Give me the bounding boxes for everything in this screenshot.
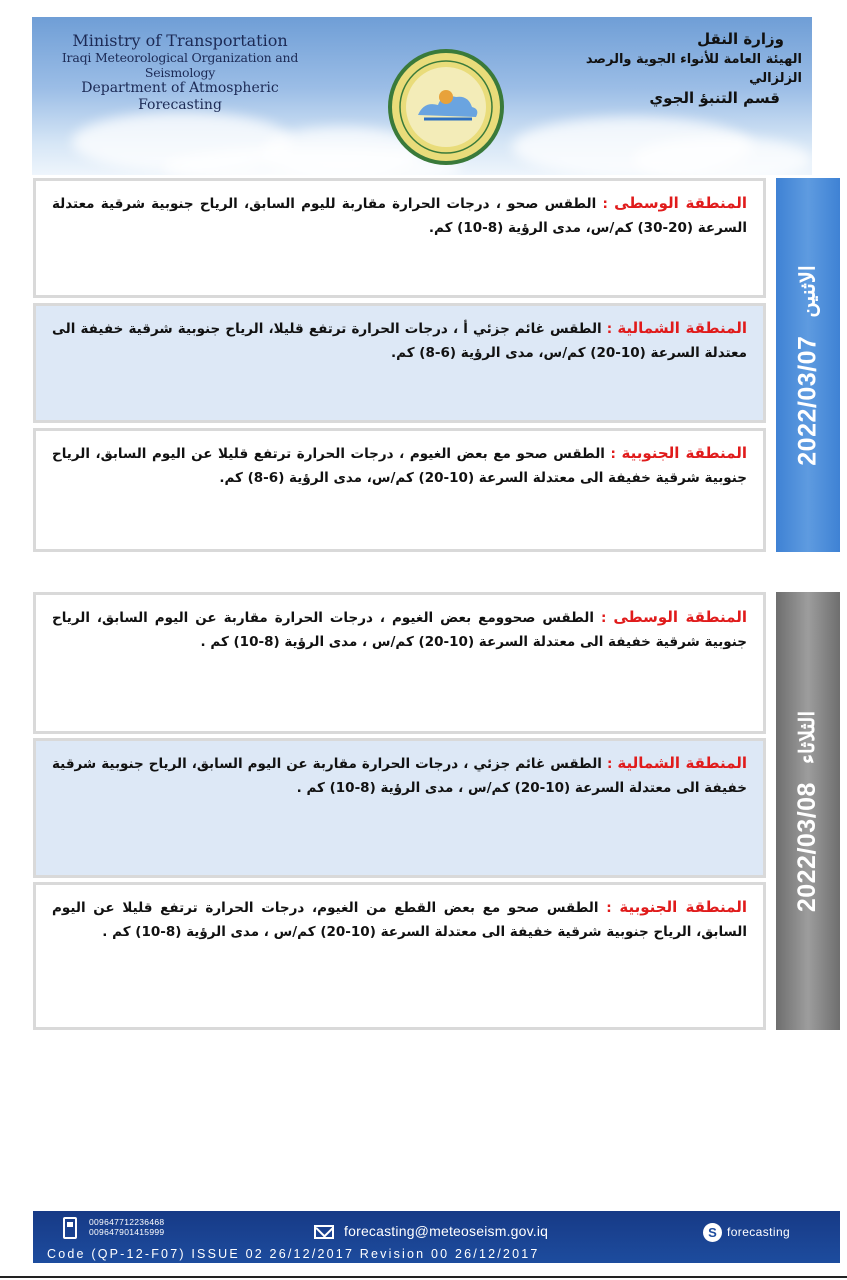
region-south-day2: المنطقة الجنوبية : الطقس صحو مع بعض القطع من الغيوم، درجات الحرارة ترتفع قليلا عن اليوم السابق، الرياح جنوبية شرقية خفيفة الى معتدلة السرعة (10-20) كم/س ، مدى الرؤية (8-10) كم .	[33, 882, 766, 1030]
phone-numbers	[89, 1218, 164, 1238]
phone-icon	[63, 1217, 77, 1239]
skype-icon: S	[703, 1223, 722, 1242]
organization-name-ar: الهيئة العامة للأنواء الجوية والرصد الزلزالي	[585, 51, 802, 86]
region-forecast-text: الطقس صحو ، درجات الحرارة مقاربة لليوم السابق، الرياح جنوبية شرقية معتدلة السرعة (20-30) كم/س، مدى الرؤية (8-10) كم.	[52, 196, 747, 236]
region-central-day1: المنطقة الوسطى : الطقس صحو ، درجات الحرارة مقاربة لليوم السابق، الرياح جنوبية شرقية معتدلة السرعة (20-30) كم/س، مدى الرؤية (8-10) كم.	[33, 178, 766, 298]
forecast-weekday: الاثنين	[796, 264, 820, 318]
region-north-day1: المنطقة الشمالية : الطقس غائم جزئي أ ، درجات الحرارة ترتفع قليلا، الرياح جنوبية شرقية خفيفة الى معتدلة السرعة (10-20) كم/س، مدى الرؤية (6-8) كم.	[33, 303, 766, 423]
forecast-date: 2022/03/08	[793, 781, 822, 912]
region-north-day2: المنطقة الشمالية : الطقس غائم جزئي ، درجات الحرارة مقاربة عن اليوم السابق، الرياح جنوبية شرقية خفيفة الى معتدلة السرعة (10-20) كم/س ، مدى الرؤية (8-10) كم .	[33, 738, 766, 878]
date-tab-day2	[776, 592, 840, 1030]
skype-handle[interactable]: forecasting	[727, 1225, 791, 1239]
phone-number-2[interactable]: 009647901415999	[89, 1226, 165, 1237]
region-name: المنطقة الوسطى	[614, 194, 747, 212]
footer-bar	[33, 1211, 840, 1263]
region-forecast-text: الطقس صحوومع بعض الغيوم ، درجات الحرارة مقاربة عن اليوم السابق، الرياح جنوبية شرقية خفيفة الى معتدلة السرعة (10-20) كم/س ، مدى الرؤية (8-10) كم .	[52, 610, 747, 650]
department-name-en: Department of Atmospheric Forecasting	[81, 80, 279, 113]
contact-email[interactable]: forecasting@meteoseism.gov.iq	[344, 1223, 549, 1239]
region-forecast-text: الطقس صحو مع بعض الغيوم ، درجات الحرارة ترتفع قليلا عن اليوم السابق، الرياح جنوبية شرقية خفيفة الى معتدلة السرعة (10-20) كم/س، مدى الرؤية (6-8) كم.	[52, 446, 747, 486]
header-arabic	[542, 29, 802, 110]
region-forecast-text: الطقس غائم جزئي ، درجات الحرارة مقاربة عن اليوم السابق، الرياح جنوبية شرقية خفيفة الى معتدلة السرعة (10-20) كم/س ، مدى الرؤية (8-10) كم .	[52, 756, 747, 796]
region-name: المنطقة الشمالية	[617, 319, 747, 337]
ministry-name-ar: وزارة النقل	[697, 30, 784, 48]
date-tab-day1	[776, 178, 840, 552]
region-name: المنطقة الوسطى	[613, 608, 747, 626]
organization-logo	[384, 45, 508, 169]
region-forecast-text: الطقس صحو مع بعض القطع من الغيوم، درجات الحرارة ترتفع قليلا عن اليوم السابق، الرياح جنوبية شرقية خفيفة الى معتدلة السرعة (10-20) كم/س ، مدى الرؤية (8-10) كم .	[52, 900, 747, 940]
region-central-day2: المنطقة الوسطى : الطقس صحوومع بعض الغيوم ، درجات الحرارة مقاربة عن اليوم السابق، الرياح جنوبية شرقية خفيفة الى معتدلة السرعة (10-20) كم/س ، مدى الرؤية (8-10) كم .	[33, 592, 766, 734]
document-code: Code (QP-12-F07) ISSUE 02 26/12/2017 Revision 00 26/12/2017	[47, 1247, 540, 1261]
forecast-date: 2022/03/07	[793, 335, 822, 466]
forecast-day-2	[33, 592, 844, 1030]
organization-name-en: Iraqi Meteorological Organization and Seismology	[61, 50, 299, 81]
region-forecast-text: الطقس غائم جزئي أ ، درجات الحرارة ترتفع قليلا، الرياح جنوبية شرقية خفيفة الى معتدلة السرعة (10-20) كم/س، مدى الرؤية (6-8) كم.	[52, 321, 747, 361]
region-name: المنطقة الجنوبية	[619, 898, 747, 916]
header-banner	[32, 17, 812, 175]
department-name-ar: قسم التنبؤ الجوي	[649, 89, 780, 108]
forecast-day-1	[33, 178, 844, 552]
bottom-divider	[0, 1276, 847, 1278]
region-south-day1: المنطقة الجنوبية : الطقس صحو مع بعض الغيوم ، درجات الحرارة ترتفع قليلا عن اليوم السابق، الرياح جنوبية شرقية خفيفة الى معتدلة السرعة (10-20) كم/س، مدى الرؤية (6-8) كم.	[33, 428, 766, 552]
region-name: المنطقة الجنوبية	[621, 444, 747, 462]
phone-number-1[interactable]: 009647712236468	[89, 1217, 165, 1227]
ministry-name-en: Ministry of Transportation	[72, 31, 288, 50]
header-english	[40, 31, 320, 114]
forecast-weekday: الثلاثاء	[796, 710, 820, 764]
mail-icon	[314, 1225, 334, 1239]
region-name: المنطقة الشمالية	[617, 754, 747, 772]
